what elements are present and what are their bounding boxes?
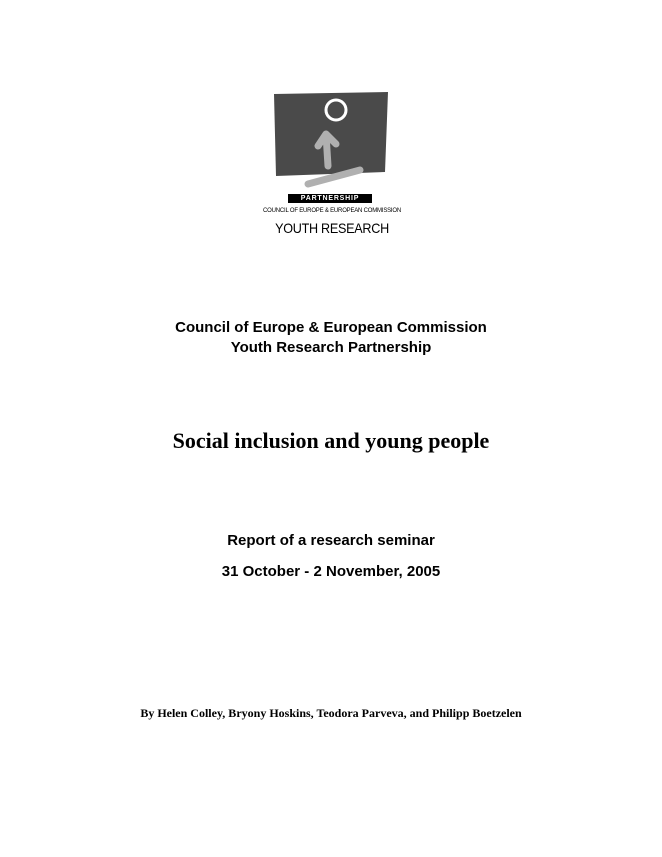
youth-research-flag-icon	[272, 88, 392, 198]
org-header	[0, 318, 662, 358]
logo-name: YOUTH RESEARCH	[275, 220, 389, 236]
org-line-2: Youth Research Partnership	[230, 339, 432, 356]
logo-org-line: COUNCIL OF EUROPE & EUROPEAN COMMISSION	[263, 208, 401, 214]
logo-partnership-badge: PARTNERSHIP	[288, 194, 372, 203]
authors-line: By Helen Colley, Bryony Hoskins, Teodora Parveva, and Philipp Boetzelen	[140, 706, 522, 720]
org-line-1: Council of Europe & European Commission	[175, 319, 487, 336]
seminar-dates: 31 October - 2 November, 2005	[221, 563, 441, 580]
document-subtitle: Report of a research seminar	[227, 532, 435, 549]
document-title: Social inclusion and young people	[172, 428, 490, 453]
youth-research-logo	[262, 88, 402, 243]
